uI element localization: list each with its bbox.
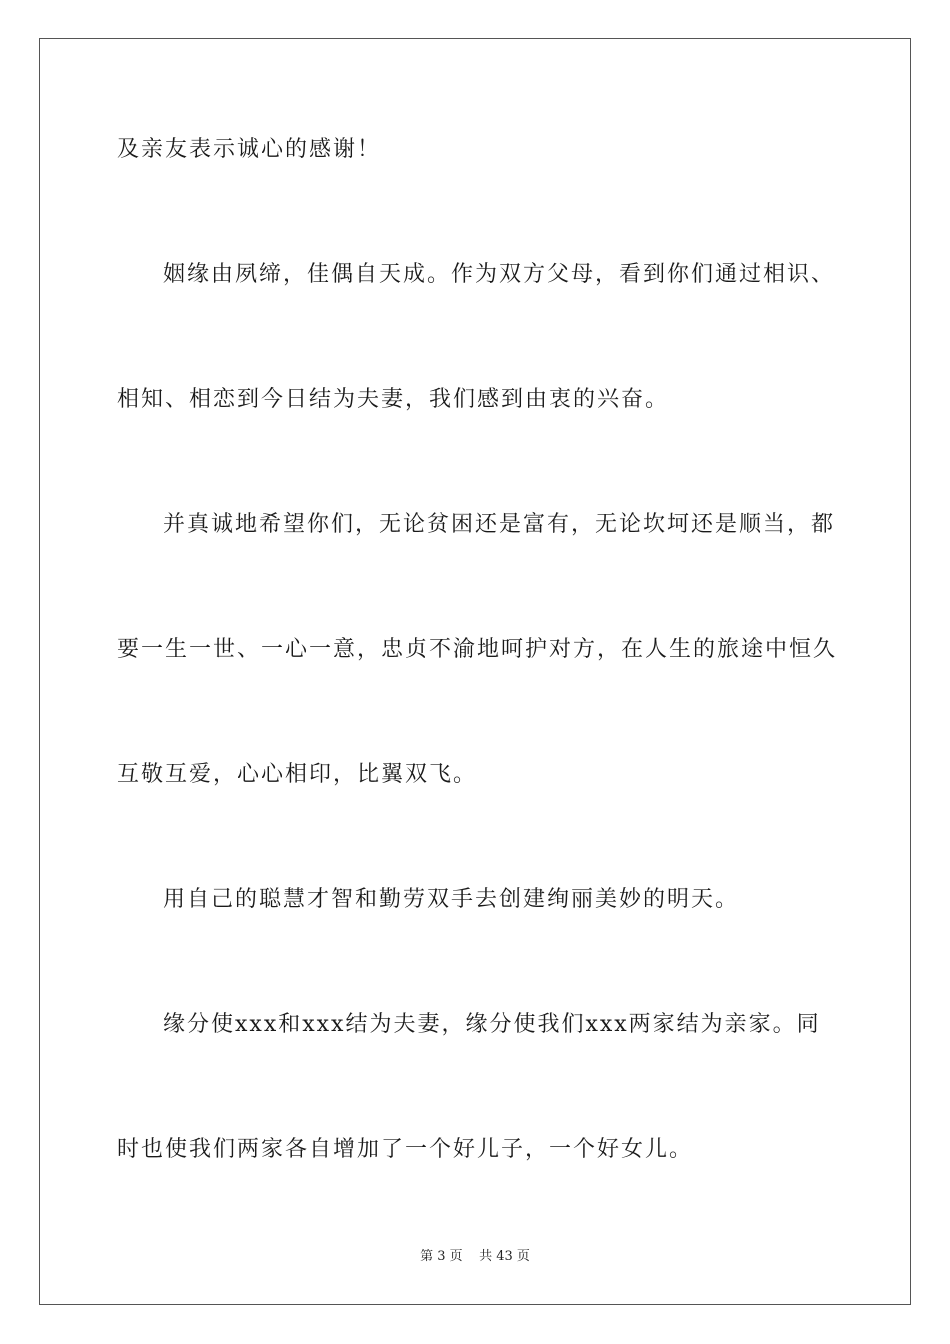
paragraph-line-3: 相知、相恋到今日结为夫妻，我们感到由衷的兴奋。 [117,387,670,412]
paragraph-line-4: 并真诚地希望你们，无论贫困还是富有，无论坎坷还是顺当，都 [163,512,836,537]
page-number-footer: 第 3 页 共 43 页 [420,1249,530,1264]
paragraph-line-5: 要一生一世、一心一意，忠贞不渝地呵护对方，在人生的旅途中恒久 [117,637,838,662]
paragraph-line-6: 互敬互爱，心心相印，比翼双飞。 [117,762,478,787]
paragraph-line-7: 用自己的聪慧才智和勤劳双手去创建绚丽美妙的明天。 [163,887,740,912]
paragraph-line-8: 缘分使xxx和xxx结为夫妻，缘分使我们xxx两家结为亲家。同 [163,1012,821,1037]
paragraph-line-2: 姻缘由夙缔，佳偶自天成。作为双方父母，看到你们通过相识、 [163,262,836,287]
paragraph-line-1: 及亲友表示诚心的感谢！ [117,137,382,162]
paragraph-line-9: 时也使我们两家各自增加了一个好儿子，一个好女儿。 [117,1137,694,1162]
page-border [39,38,911,1305]
